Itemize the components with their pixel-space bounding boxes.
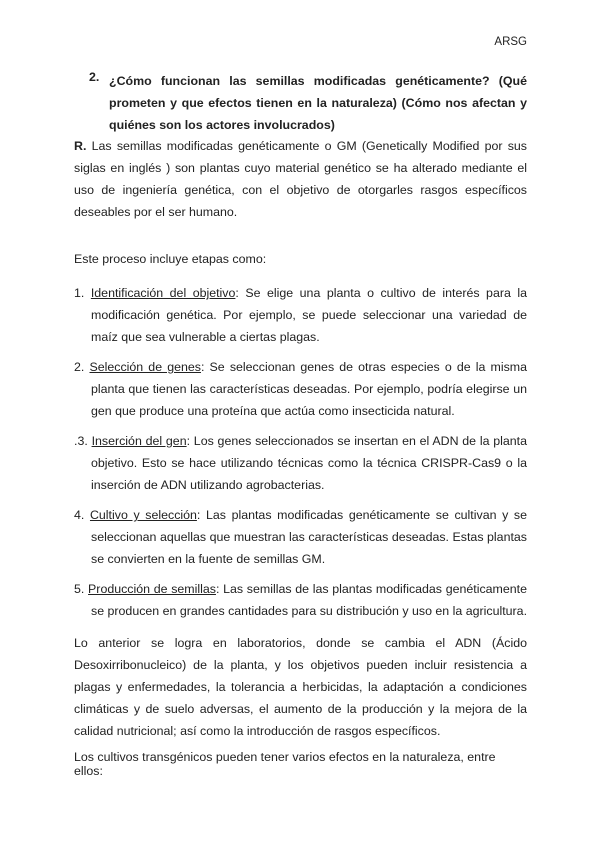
stage-first-line: : Las plantas modificadas genéticamente se cultivan y se xyxy=(196,508,527,522)
stage-number: .3. xyxy=(74,434,88,448)
answer-text: Las semillas modificadas genéticamente o GM (Genetically Modified por sus siglas en inglés ) son plantas cuyo material genético se ha alterado mediante el uso de ingeniería genética, con el objetivo de otorgarles rasgos específicos deseables por el ser humano. xyxy=(74,139,527,219)
stage-number: 1. xyxy=(74,286,85,300)
stage-title: Inserción del gen xyxy=(91,434,187,448)
stage-first-line: : Las semillas de las plantas modificadas genéticamente xyxy=(215,582,527,596)
stages-intro: Este proceso incluye etapas como: xyxy=(74,252,267,266)
stage-title: Selección de genes xyxy=(89,360,201,374)
stage-item-5 xyxy=(74,578,527,622)
stage-title: Identificación del objetivo xyxy=(90,286,236,300)
stage-title: Cultivo y selección xyxy=(89,508,197,522)
stage-description: planta que tienen las características deseadas. Por ejemplo, podría elegirse un gen que produce una proteína que actúa como insecticida natural. xyxy=(91,382,527,418)
stage-description: se producen en grandes cantidades para su distribución y uso en la agricultura. xyxy=(91,604,528,618)
stage-number: 5. xyxy=(74,582,85,596)
lab-paragraph: Lo anterior se logra en laboratorios, donde se cambia el ADN (Ácido Desoxirribonucleico) de la planta, y los objetivos pueden incluir resistencia a plagas y enfermedades, la tolerancia a herbicidas, la adaptación a condiciones climáticas y de suelo adversas, el aumento de la producción y la mejora de la calidad nutricional; así como la introducción de rasgos específicos. xyxy=(74,636,527,738)
question-text: ¿Cómo funcionan las semillas modificadas genéticamente? (Qué prometen y que efectos tienen en la naturaleza) (Cómo nos afectan y quiénes son los actores involucrados) xyxy=(109,74,527,132)
stage-description: objetivo. Esto se hace utilizando técnicas como la técnica CRISPR-Cas9 o la inserción de ADN utilizando agrobacterias. xyxy=(91,456,527,492)
stage-number: 2. xyxy=(74,360,85,374)
stage-item-4 xyxy=(74,504,527,570)
stage-description: seleccionan aquellas que muestran las características deseadas. Estas plantas se convierten en la fuente de semillas GM. xyxy=(91,530,527,566)
answer-label: R. xyxy=(74,139,87,153)
header-initials: ARSG xyxy=(494,36,527,48)
stage-item-3 xyxy=(74,430,527,496)
stage-item-1 xyxy=(74,282,527,348)
stage-first-line: : Se seleccionan genes de otras especies o de la misma xyxy=(200,360,527,374)
question-number: 2. xyxy=(89,70,100,84)
stage-title: Producción de semillas xyxy=(88,582,216,596)
effects-intro: Los cultivos transgénicos pueden tener varios efectos en la naturaleza, entre ellos: xyxy=(74,750,496,778)
stage-item-2 xyxy=(74,356,527,422)
stage-number: 4. xyxy=(74,508,85,522)
stage-first-line: : Se elige una planta o cultivo de interés para la xyxy=(235,286,527,300)
stage-first-line: : Los genes seleccionados se insertan en el ADN de la planta xyxy=(186,434,528,448)
answer-paragraph xyxy=(74,135,527,223)
stage-description: modificación genética. Por ejemplo, se puede seleccionar una variedad de maíz que sea vulnerable a ciertas plagas. xyxy=(91,308,527,344)
